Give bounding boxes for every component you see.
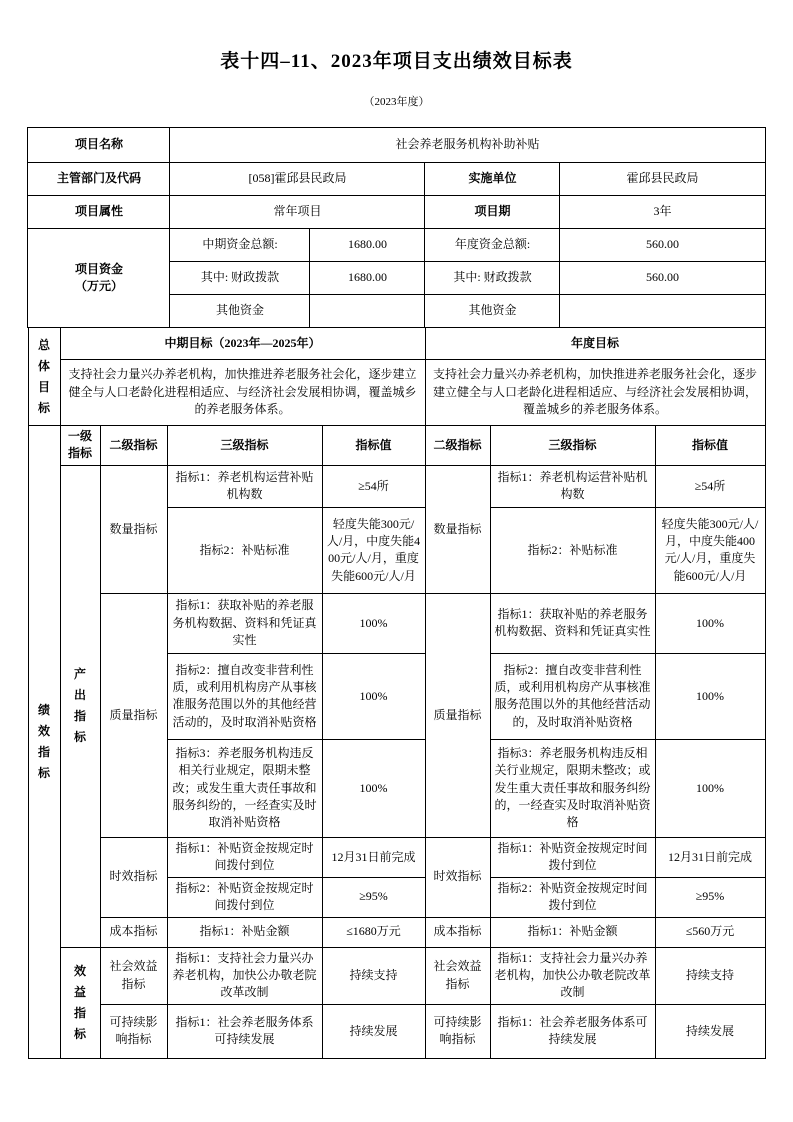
indicator-cell: 指标2：擅自改变非营利性质，或利用机构房产从事核准服务范围以外的其他经营活动的，及时取消补贴资格 bbox=[490, 653, 655, 739]
indicator-cell: 指标3：养老服务机构违反相关行业规定，限期未整改；或发生重大责任事故和服务纠纷的，一经查实及时取消补贴资格 bbox=[490, 739, 655, 837]
performance-side-label bbox=[28, 426, 60, 1059]
dept-value: [058]霍邱县民政局 bbox=[170, 163, 425, 196]
dept-label: 主管部门及代码 bbox=[28, 163, 170, 196]
header-value-left: 指标值 bbox=[322, 426, 425, 466]
indicator-cell: 指标1：补贴资金按规定时间拨付到位 bbox=[490, 837, 655, 877]
indicator-cell: 指标1：获取补贴的养老服务机构数据、资料和凭证真实性 bbox=[167, 593, 322, 653]
project-name-label: 项目名称 bbox=[28, 128, 170, 163]
mid-total-label: 中期资金总额: bbox=[170, 229, 310, 262]
year-goal-text: 支持社会力量兴办养老机构，加快推进养老服务社会化，逐步建立健全与人口老龄化进程相适应、与经济社会发展相协调，覆盖城乡的养老服务体系。 bbox=[425, 360, 765, 426]
value-cell: ≥54所 bbox=[322, 465, 425, 507]
value-cell: ≤560万元 bbox=[655, 917, 765, 947]
project-attr-value: 常年项目 bbox=[170, 196, 425, 229]
group-cost-left: 成本指标 bbox=[100, 917, 167, 947]
group-social-right: 社会效益指标 bbox=[425, 947, 490, 1004]
level1-output-text: 产出指标 bbox=[73, 667, 86, 745]
value-cell: 100% bbox=[655, 593, 765, 653]
mid-goal-header: 中期目标（2023年—2025年） bbox=[60, 328, 425, 360]
group-time-left: 时效指标 bbox=[100, 837, 167, 917]
indicator-cell: 指标2：补贴资金按规定时间拨付到位 bbox=[490, 877, 655, 917]
value-cell: 100% bbox=[655, 739, 765, 837]
group-quantity-left: 数量指标 bbox=[100, 465, 167, 593]
indicator-cell: 指标2：补贴资金按规定时间拨付到位 bbox=[167, 877, 322, 917]
year-fiscal-label: 其中: 财政拨款 bbox=[425, 262, 560, 295]
mid-goal-text: 支持社会力量兴办养老机构，加快推进养老服务社会化，逐步建立健全与人口老龄化进程相适应、与经济社会发展相协调，覆盖城乡的养老服务体系。 bbox=[60, 360, 425, 426]
overall-goal-table bbox=[28, 327, 766, 426]
indicator-cell: 指标2：补贴标准 bbox=[167, 507, 322, 593]
mid-total-value: 1680.00 bbox=[310, 229, 425, 262]
value-cell: 持续发展 bbox=[322, 1004, 425, 1058]
value-cell: ≥95% bbox=[655, 877, 765, 917]
group-social-left: 社会效益指标 bbox=[100, 947, 167, 1004]
project-fund-label-line1: 项目资金 bbox=[74, 261, 123, 276]
impl-unit-label: 实施单位 bbox=[425, 163, 560, 196]
value-cell: 100% bbox=[322, 593, 425, 653]
group-time-right: 时效指标 bbox=[425, 837, 490, 917]
project-fund-label-line2: （万元） bbox=[74, 279, 123, 293]
project-name-value: 社会养老服务机构补助补贴 bbox=[170, 128, 765, 163]
performance-table bbox=[28, 425, 766, 1059]
page-title: 表十四–11、2023年项目支出绩效目标表 bbox=[220, 51, 573, 72]
value-cell: 100% bbox=[322, 653, 425, 739]
mid-fiscal-label: 其中: 财政拨款 bbox=[170, 262, 310, 295]
header-level2-left: 二级指标 bbox=[100, 426, 167, 466]
group-quantity-right: 数量指标 bbox=[425, 465, 490, 593]
value-cell: ≤1680万元 bbox=[322, 917, 425, 947]
value-cell: 轻度失能300元/人/月，中度失能400元/人/月，重度失能600元/人/月 bbox=[655, 507, 765, 593]
value-cell: ≥95% bbox=[322, 877, 425, 917]
performance-side-text: 绩效指标 bbox=[37, 702, 50, 780]
impl-unit-value: 霍邱县民政局 bbox=[560, 163, 765, 196]
indicator-cell: 指标3：养老服务机构违反相关行业规定，限期未整改；或发生重大责任事故和服务纠纷的，一经查实及时取消补贴资格 bbox=[167, 739, 322, 837]
mid-fiscal-value: 1680.00 bbox=[310, 262, 425, 295]
mid-other-label: 其他资金 bbox=[170, 295, 310, 328]
indicator-cell: 指标1：补贴资金按规定时间拨付到位 bbox=[167, 837, 322, 877]
year-total-value: 560.00 bbox=[560, 229, 765, 262]
value-cell: 100% bbox=[322, 739, 425, 837]
header-value-right: 指标值 bbox=[655, 426, 765, 466]
indicator-cell: 指标1：社会养老服务体系可持续发展 bbox=[490, 1004, 655, 1058]
indicator-cell: 指标1：支持社会力量兴办养老机构，加快公办敬老院改革改制 bbox=[167, 947, 322, 1004]
value-cell: 100% bbox=[655, 653, 765, 739]
indicator-cell: 指标1：支持社会力量兴办养老机构，加快公办敬老院改革改制 bbox=[490, 947, 655, 1004]
page-subtitle: （2023年度） bbox=[363, 96, 430, 108]
indicator-cell: 指标1：补贴金额 bbox=[490, 917, 655, 947]
indicator-cell: 指标1：养老机构运营补贴机构数 bbox=[167, 465, 322, 507]
header-level3-left: 三级指标 bbox=[167, 426, 322, 466]
indicator-cell: 指标2：补贴标准 bbox=[490, 507, 655, 593]
value-cell: 12月31日前完成 bbox=[322, 837, 425, 877]
indicator-cell: 指标1：补贴金额 bbox=[167, 917, 322, 947]
value-cell: 持续支持 bbox=[322, 947, 425, 1004]
project-attr-label: 项目属性 bbox=[28, 196, 170, 229]
indicator-cell: 指标1：获取补贴的养老服务机构数据、资料和凭证真实性 bbox=[490, 593, 655, 653]
indicator-cell: 指标1：养老机构运营补贴机构数 bbox=[490, 465, 655, 507]
header-level1: 一级指标 bbox=[60, 426, 100, 466]
project-fund-label bbox=[28, 229, 170, 328]
group-cost-right: 成本指标 bbox=[425, 917, 490, 947]
value-cell: ≥54所 bbox=[655, 465, 765, 507]
group-sustain-left: 可持续影响指标 bbox=[100, 1004, 167, 1058]
level1-benefit-label bbox=[60, 947, 100, 1058]
year-total-label: 年度资金总额: bbox=[425, 229, 560, 262]
value-cell: 持续支持 bbox=[655, 947, 765, 1004]
year-goal-header: 年度目标 bbox=[425, 328, 765, 360]
value-cell: 持续发展 bbox=[655, 1004, 765, 1058]
project-period-value: 3年 bbox=[560, 196, 765, 229]
indicator-cell: 指标1：社会养老服务体系可持续发展 bbox=[167, 1004, 322, 1058]
group-quality-right: 质量指标 bbox=[425, 593, 490, 837]
overall-goal-side-label bbox=[28, 328, 60, 426]
level1-output-label bbox=[60, 465, 100, 947]
year-fiscal-value: 560.00 bbox=[560, 262, 765, 295]
project-period-label: 项目期 bbox=[425, 196, 560, 229]
header-level2-right: 二级指标 bbox=[425, 426, 490, 466]
project-info-table bbox=[27, 127, 765, 328]
year-other-value bbox=[560, 295, 765, 328]
group-quality-left: 质量指标 bbox=[100, 593, 167, 837]
value-cell: 12月31日前完成 bbox=[655, 837, 765, 877]
indicator-cell: 指标2：擅自改变非营利性质，或利用机构房产从事核准服务范围以外的其他经营活动的，及时取消补贴资格 bbox=[167, 653, 322, 739]
header-level3-right: 三级指标 bbox=[490, 426, 655, 466]
value-cell: 轻度失能300元/人/月，中度失能400元/人/月，重度失能600元/人/月 bbox=[322, 507, 425, 593]
mid-other-value bbox=[310, 295, 425, 328]
overall-goal-side-text: 总体目标 bbox=[37, 337, 50, 415]
group-sustain-right: 可持续影响指标 bbox=[425, 1004, 490, 1058]
level1-benefit-text: 效益指标 bbox=[73, 963, 86, 1041]
year-other-label: 其他资金 bbox=[425, 295, 560, 328]
